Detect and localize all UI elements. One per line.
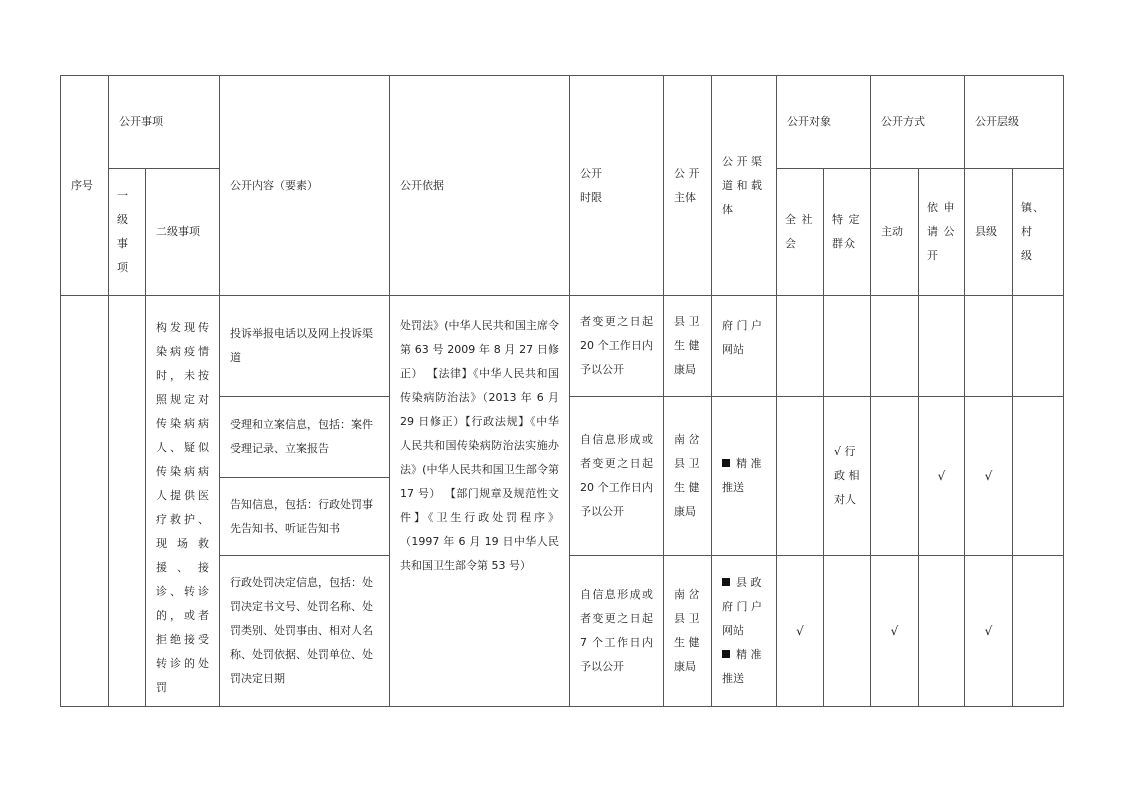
header-method-active: 主动: [871, 169, 919, 296]
row-seq: [61, 296, 109, 707]
bullet-square-icon: [722, 650, 730, 658]
header-basis: 公开依据: [390, 76, 570, 296]
row-subject-2: 南 岔 县 卫 生 健 康局: [664, 397, 712, 556]
disclosure-table: [60, 75, 1064, 707]
checkmark-icon: √: [984, 624, 993, 638]
checkmark-icon: √: [890, 624, 899, 638]
row-level-town-2: [1013, 397, 1064, 556]
header-time-limit: 公开 时限: [570, 76, 664, 296]
row-level-county-1: [965, 296, 1013, 397]
row-method-apply-1: [919, 296, 965, 397]
row-method-apply-2: [919, 397, 965, 556]
header-method: 公开方式: [871, 76, 965, 169]
row-channel-4-text-2: 精 准 推送: [722, 648, 762, 685]
row-time-limit-2: 自信息形成或者变更之日起 20 个工作日内予以公开: [570, 397, 664, 556]
row-channel-2: [712, 397, 777, 556]
header-level-town: 镇、 村 级: [1013, 169, 1064, 296]
header-items: 公开事项: [109, 76, 220, 169]
bullet-square-icon: [722, 459, 730, 467]
row-level-county-2: [965, 397, 1013, 556]
row-level1: [109, 296, 146, 707]
row-target-all-2: [777, 397, 824, 556]
row-content-2: 受理和立案信息，包括：案件受理记录、立案报告: [220, 397, 390, 478]
row-target-specific-2: √ 行 政 相 对人: [824, 397, 871, 556]
row-time-limit-1: 者变更之日起 20 个工作日内予以公开: [570, 296, 664, 397]
row-level2: 构发现传染病疫情时，未按照规定对传染病病人、疑似传染病病人提供医疗救护、现场救援、接诊、转诊的，或者拒绝接受转诊的处罚: [146, 296, 220, 707]
row-target-specific-4: [824, 556, 871, 707]
row-channel-2-text: 精 准 推送: [722, 457, 762, 494]
row-level-town-1: [1013, 296, 1064, 397]
row-content-4: 行政处罚决定信息，包括：处罚决定书文号、处罚名称、处罚类别、处罚事由、相对人名称、处罚依据、处罚单位、处罚决定日期: [220, 556, 390, 707]
header-target-specific: 特 定 群众: [824, 169, 871, 296]
checkmark-icon: √: [984, 469, 993, 483]
checkmark-icon: √: [796, 624, 804, 638]
header-level-county: 县级: [965, 169, 1013, 296]
header-channel: 公 开 渠 道 和 载 体: [712, 76, 777, 296]
header-subject: 公 开 主体: [664, 76, 712, 296]
row-basis: 处罚法》(中华人民共和国主席令第 63 号 2009 年 8 月 27 日修正） 【法律】《中华人民共和国传染病防治法》（2013 年 6 月 29 日修正）【行政法规】《中华人民共和国传染病防治法实施办法》(中华人民共和国卫生部令第 17 号） 【部门规章及规范性文件】《卫生行政处罚程序》（1997 年 6 月 19 日中华人民共和国卫生部令第 53 号）: [390, 296, 570, 707]
row-content-3: 告知信息，包括：行政处罚事先告知书、听证告知书: [220, 478, 390, 556]
row-channel-4: [712, 556, 777, 707]
header-level: 公开层级: [965, 76, 1064, 169]
row-method-apply-4: [919, 556, 965, 707]
row-target-all-1: [777, 296, 824, 397]
header-content: 公开内容（要素）: [220, 76, 390, 296]
header-target: 公开对象: [777, 76, 871, 169]
bullet-square-icon: [722, 578, 730, 586]
header-seq: 序号: [61, 76, 109, 296]
header-level1: 一 级 事 项: [109, 169, 146, 296]
row-method-active-1: [871, 296, 919, 397]
row-target-specific-1: [824, 296, 871, 397]
row-method-active-2: [871, 397, 919, 556]
row-level-county-4: [965, 556, 1013, 707]
row-content-1: 投诉举报电话以及网上投诉渠道: [220, 296, 390, 397]
row-method-active-4: [871, 556, 919, 707]
header-target-all: 全 社 会: [777, 169, 824, 296]
header-level2: 二级事项: [146, 169, 220, 296]
row-subject-4: 南 岔 县 卫 生 健 康局: [664, 556, 712, 707]
row-subject-1: 县 卫 生 健 康局: [664, 296, 712, 397]
row-channel-4-text-1: 县 政 府 门 户 网站: [722, 576, 762, 637]
checkmark-icon: √: [937, 469, 946, 483]
row-time-limit-4: 自信息形成或者变更之日起 7 个工作日内予以公开: [570, 556, 664, 707]
row-channel-1: 府 门 户 网站: [712, 296, 777, 397]
header-method-apply: 依 申 请 公 开: [919, 169, 965, 296]
row-level-town-4: [1013, 556, 1064, 707]
row-target-all-4: [777, 556, 824, 707]
